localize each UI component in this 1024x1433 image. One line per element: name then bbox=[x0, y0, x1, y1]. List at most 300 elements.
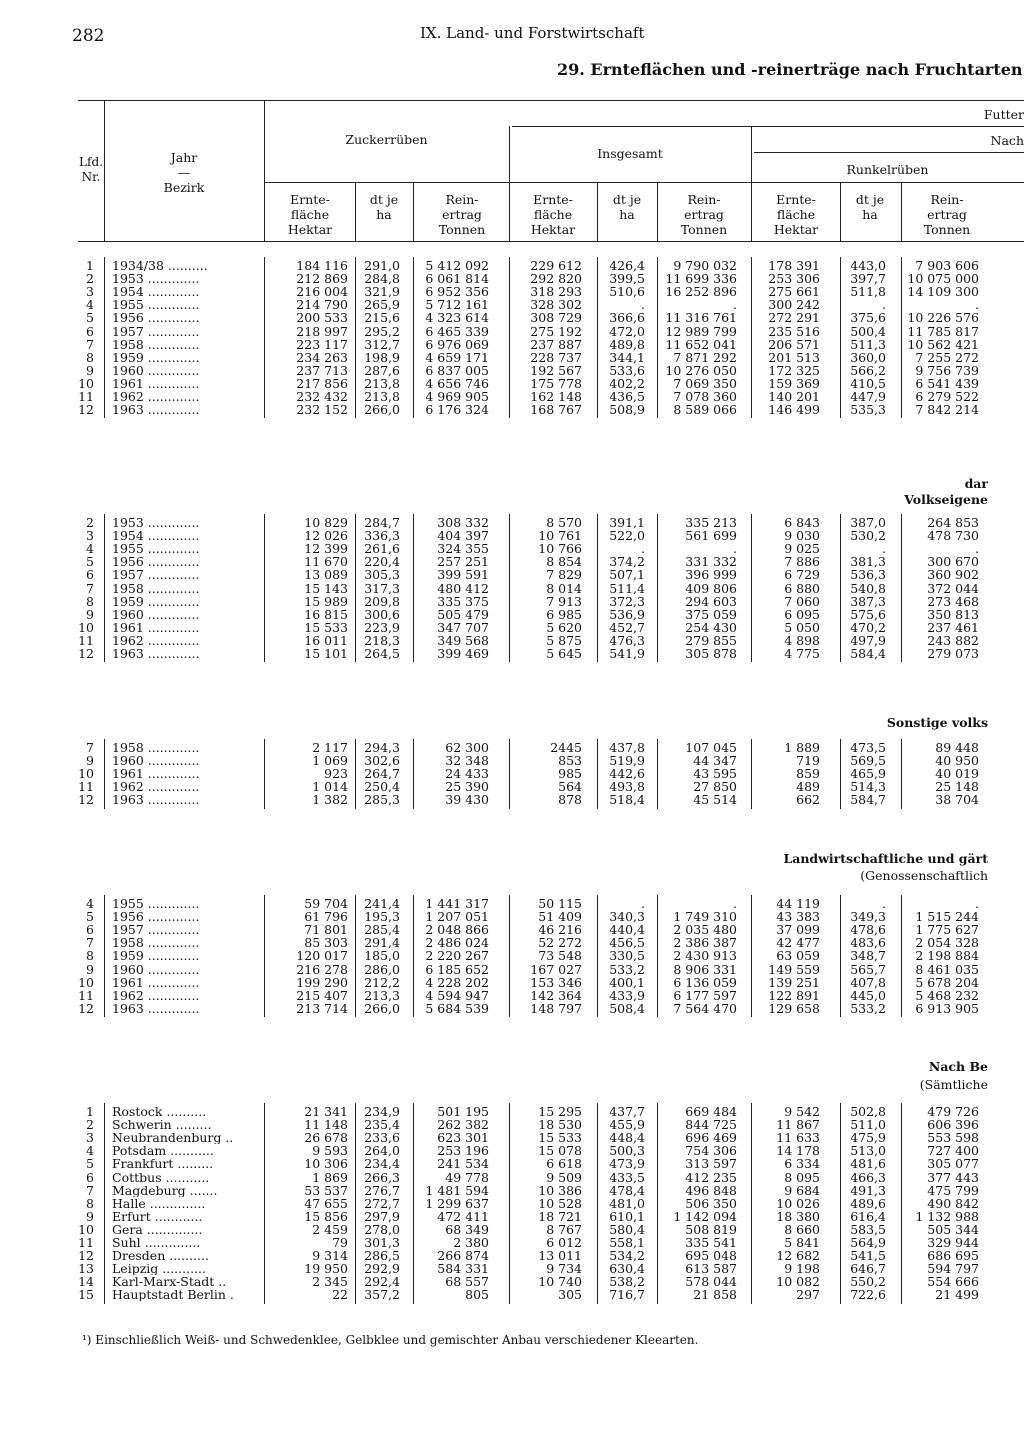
cell-zr-yield: 264,5 bbox=[364, 646, 400, 661]
cell-ins-yield: 400,1 bbox=[609, 974, 645, 990]
cell-zr-yield: 185,0 bbox=[364, 948, 400, 964]
cell-ins-area: 2445 bbox=[550, 740, 582, 755]
row-number: 7 bbox=[86, 935, 94, 951]
row-label: 1959 ............. bbox=[112, 594, 200, 608]
cell-rr-total: 478 730 bbox=[927, 528, 979, 544]
row-label: 1960 ............. bbox=[112, 363, 200, 377]
table-row bbox=[0, 923, 1024, 936]
cell-zr-area: 1 869 bbox=[312, 1169, 348, 1185]
row-number: 11 bbox=[78, 1235, 94, 1250]
cell-ins-area: 192 567 bbox=[530, 362, 582, 378]
cell-ins-yield: 344,1 bbox=[609, 349, 645, 365]
runkelrueben-header: Runkelrüben bbox=[846, 162, 929, 177]
cell-zr-area: 22 bbox=[332, 1287, 348, 1303]
cell-zr-total: 4 659 171 bbox=[425, 349, 489, 365]
table-row bbox=[0, 1171, 1024, 1184]
cell-zr-yield: 272,7 bbox=[364, 1195, 400, 1211]
table-row bbox=[0, 1275, 1024, 1288]
chapter-heading: IX. Land- und Forstwirtschaft bbox=[420, 24, 645, 42]
cell-ins-area: 10 386 bbox=[538, 1182, 582, 1198]
cell-rr-area: 6 880 bbox=[784, 580, 820, 596]
cell-ins-yield: 518,4 bbox=[609, 792, 645, 808]
cell-ins-area: 6 985 bbox=[546, 606, 582, 622]
cell-zr-yield: 295,2 bbox=[364, 323, 400, 339]
cell-zr-total: 335 375 bbox=[437, 593, 489, 609]
cell-rr-yield: 513,0 bbox=[850, 1143, 886, 1159]
cell-zr-yield: 276,7 bbox=[364, 1182, 400, 1198]
cell-ins-area: 10 761 bbox=[538, 528, 582, 544]
row-number: 7 bbox=[86, 580, 94, 596]
cell-rr-yield: 575,6 bbox=[850, 606, 886, 622]
cell-rr-total: 10 562 421 bbox=[907, 336, 979, 352]
cell-ins-area: 8 570 bbox=[546, 515, 582, 530]
cell-ins-total: 1 749 310 bbox=[673, 909, 737, 925]
cell-ins-area: 52 272 bbox=[538, 935, 582, 951]
row-label: 1960 ............. bbox=[112, 607, 200, 621]
row-label: 1954 ............. bbox=[112, 285, 200, 299]
cell-zr-total: 49 778 bbox=[445, 1169, 489, 1185]
cell-rr-yield: 646,7 bbox=[850, 1261, 886, 1277]
row-label: Erfurt ............ bbox=[112, 1209, 203, 1223]
cell-ins-area: 229 612 bbox=[530, 258, 582, 273]
cell-ins-area: 50 115 bbox=[538, 896, 582, 911]
cell-rr-area: 6 843 bbox=[784, 515, 820, 530]
cell-zr-total: 6 176 324 bbox=[425, 402, 489, 418]
cell-ins-area: 5 875 bbox=[546, 632, 582, 648]
cell-ins-total: 396 999 bbox=[685, 567, 737, 583]
table-row bbox=[0, 634, 1024, 647]
cell-rr-yield: . bbox=[882, 297, 886, 313]
cell-rr-area: 7 060 bbox=[784, 593, 820, 609]
row-number: 12 bbox=[78, 792, 94, 808]
cell-zr-area: 2 117 bbox=[312, 740, 348, 755]
cell-ins-yield: 426,4 bbox=[609, 258, 645, 273]
cell-zr-yield: 264,7 bbox=[364, 766, 400, 782]
cell-rr-area: 12 682 bbox=[776, 1248, 820, 1264]
cell-rr-yield: 445,0 bbox=[850, 987, 886, 1003]
cell-rr-yield: 360,0 bbox=[850, 349, 886, 365]
row-number: 3 bbox=[86, 1130, 94, 1146]
row-label: Dresden .......... bbox=[112, 1249, 209, 1263]
cell-ins-total: 10 276 050 bbox=[665, 362, 737, 378]
cell-rr-total: 372 044 bbox=[927, 580, 979, 596]
cell-zr-total: 4 594 947 bbox=[425, 987, 489, 1003]
cell-ins-yield: 533,2 bbox=[609, 961, 645, 977]
col-total-header: Rein- ertrag Tonnen bbox=[680, 192, 728, 237]
cell-rr-total: 553 598 bbox=[927, 1130, 979, 1146]
cell-zr-total: 472 411 bbox=[437, 1208, 489, 1224]
cell-ins-yield: 433,5 bbox=[609, 1169, 645, 1185]
cell-ins-total: 7 069 350 bbox=[673, 375, 737, 391]
group-rule bbox=[264, 182, 1024, 183]
row-label: 1954 ............. bbox=[112, 529, 200, 543]
cell-ins-total: . bbox=[733, 297, 737, 313]
cell-rr-area: 662 bbox=[796, 792, 820, 808]
cell-zr-area: 199 290 bbox=[296, 974, 348, 990]
row-number: 7 bbox=[86, 336, 94, 352]
cell-rr-area: 139 251 bbox=[768, 974, 820, 990]
col-area-header: Ernte- fläche Hektar bbox=[530, 192, 576, 237]
cell-rr-area: 9 542 bbox=[784, 1104, 820, 1119]
row-label: Frankfurt ......... bbox=[112, 1157, 214, 1171]
cell-rr-area: 149 559 bbox=[768, 961, 820, 977]
cell-ins-area: 237 887 bbox=[530, 336, 582, 352]
cell-zr-area: 71 801 bbox=[304, 922, 348, 938]
cell-ins-area: 5 645 bbox=[546, 646, 582, 661]
cell-zr-yield: 312,7 bbox=[364, 336, 400, 352]
cell-rr-total: 6 913 905 bbox=[915, 1000, 979, 1016]
cell-zr-area: 218 997 bbox=[296, 323, 348, 339]
cell-rr-total: 1 132 988 bbox=[915, 1208, 979, 1224]
cell-ins-area: 10 528 bbox=[538, 1195, 582, 1211]
cell-ins-area: 853 bbox=[558, 753, 582, 769]
row-label: 1961 ............. bbox=[112, 620, 200, 634]
row-number: 14 bbox=[78, 1274, 94, 1290]
cell-ins-total: 8 906 331 bbox=[673, 961, 737, 977]
cell-rr-yield: 375,6 bbox=[850, 310, 886, 326]
cell-zr-area: 47 655 bbox=[304, 1195, 348, 1211]
cell-ins-yield: 330,5 bbox=[609, 948, 645, 964]
cell-rr-area: 146 499 bbox=[768, 402, 820, 418]
cell-ins-area: 167 027 bbox=[530, 961, 582, 977]
futter-rule bbox=[512, 126, 1024, 127]
row-number: 9 bbox=[86, 961, 94, 977]
cell-rr-total: 490 842 bbox=[927, 1195, 979, 1211]
row-label: 1960 ............. bbox=[112, 754, 200, 768]
cell-ins-yield: 448,4 bbox=[609, 1130, 645, 1146]
cell-rr-area: 10 082 bbox=[776, 1274, 820, 1290]
cell-rr-yield: 473,5 bbox=[850, 740, 886, 755]
cell-zr-yield: 213,8 bbox=[364, 375, 400, 391]
cell-zr-area: 15 856 bbox=[304, 1208, 348, 1224]
cell-zr-area: 216 278 bbox=[296, 961, 348, 977]
zuckerrueben-header: Zuckerrüben bbox=[345, 132, 428, 147]
cell-rr-total: 594 797 bbox=[927, 1261, 979, 1277]
header-divider bbox=[413, 182, 414, 241]
cell-zr-total: 2 486 024 bbox=[425, 935, 489, 951]
cell-ins-area: 8 767 bbox=[546, 1221, 582, 1237]
col-yield-header: dt je ha bbox=[369, 192, 399, 222]
row-label: Halle .............. bbox=[112, 1196, 206, 1210]
cell-rr-area: 201 513 bbox=[768, 349, 820, 365]
cell-rr-area: 9 684 bbox=[784, 1182, 820, 1198]
table-row bbox=[0, 647, 1024, 660]
row-label: 1962 ............. bbox=[112, 633, 200, 647]
row-number: 10 bbox=[78, 1221, 94, 1237]
cell-ins-total: 2 430 913 bbox=[673, 948, 737, 964]
cell-zr-total: 2 380 bbox=[453, 1235, 489, 1250]
cell-rr-total: 554 666 bbox=[927, 1274, 979, 1290]
row-label: 1963 ............. bbox=[112, 403, 200, 417]
cell-zr-yield: 286,0 bbox=[364, 961, 400, 977]
cell-ins-total: 27 850 bbox=[693, 779, 737, 795]
cell-rr-total: 40 019 bbox=[935, 766, 979, 782]
cell-rr-area: 859 bbox=[796, 766, 820, 782]
cell-rr-yield: 564,9 bbox=[850, 1235, 886, 1250]
cell-rr-yield: 511,3 bbox=[850, 336, 886, 352]
cell-zr-total: 404 397 bbox=[437, 528, 489, 544]
table-row bbox=[0, 963, 1024, 976]
header-divider bbox=[597, 182, 598, 241]
cell-ins-yield: 442,6 bbox=[609, 766, 645, 782]
cell-rr-total: 273 468 bbox=[927, 593, 979, 609]
table-row bbox=[0, 272, 1024, 285]
cell-zr-yield: 212,2 bbox=[364, 974, 400, 990]
row-number: 8 bbox=[86, 593, 94, 609]
row-number: 1 bbox=[86, 1104, 94, 1119]
cell-ins-area: 292 820 bbox=[530, 271, 582, 287]
cell-ins-yield: 533,6 bbox=[609, 362, 645, 378]
table-row bbox=[0, 621, 1024, 634]
cell-zr-area: 10 829 bbox=[304, 515, 348, 530]
cell-rr-yield: 349,3 bbox=[850, 909, 886, 925]
cell-ins-total: 43 595 bbox=[693, 766, 737, 782]
cell-zr-area: 214 790 bbox=[296, 297, 348, 313]
row-number: 8 bbox=[86, 349, 94, 365]
cell-ins-area: 148 797 bbox=[530, 1000, 582, 1016]
row-number: 6 bbox=[86, 922, 94, 938]
row-number: 12 bbox=[78, 1248, 94, 1264]
row-number: 4 bbox=[86, 896, 94, 911]
cell-zr-yield: 266,0 bbox=[364, 1000, 400, 1016]
cell-ins-total: 313 597 bbox=[685, 1156, 737, 1172]
cell-ins-total: 107 045 bbox=[685, 740, 737, 755]
cell-ins-total: 11 699 336 bbox=[665, 271, 737, 287]
cell-rr-area: 5 841 bbox=[784, 1235, 820, 1250]
nach-header: Nach bbox=[990, 133, 1024, 148]
cell-zr-area: 12 399 bbox=[304, 541, 348, 557]
cell-ins-total: 844 725 bbox=[685, 1117, 737, 1133]
cell-ins-total: 409 806 bbox=[685, 580, 737, 596]
cell-ins-area: 318 293 bbox=[530, 284, 582, 300]
cell-zr-yield: 305,3 bbox=[364, 567, 400, 583]
cell-ins-total: 305 878 bbox=[685, 646, 737, 661]
cell-ins-total: 11 316 761 bbox=[665, 310, 737, 326]
cell-ins-total: 7 564 470 bbox=[673, 1000, 737, 1016]
cell-zr-area: 237 713 bbox=[296, 362, 348, 378]
cell-rr-yield: 497,9 bbox=[850, 632, 886, 648]
row-number: 5 bbox=[86, 909, 94, 925]
cell-zr-area: 53 537 bbox=[304, 1182, 348, 1198]
cell-rr-area: 18 380 bbox=[776, 1208, 820, 1224]
cell-rr-yield: 566,2 bbox=[850, 362, 886, 378]
cell-ins-total: 335 541 bbox=[685, 1235, 737, 1250]
table-row bbox=[0, 936, 1024, 949]
cell-rr-total: 11 785 817 bbox=[907, 323, 979, 339]
cell-zr-total: 257 251 bbox=[437, 554, 489, 570]
cell-zr-yield: 292,9 bbox=[364, 1261, 400, 1277]
cell-rr-yield: 478,6 bbox=[850, 922, 886, 938]
cell-rr-total: 505 344 bbox=[927, 1221, 979, 1237]
cell-ins-yield: 440,4 bbox=[609, 922, 645, 938]
cell-rr-area: 272 291 bbox=[768, 310, 820, 326]
cell-ins-total: . bbox=[733, 896, 737, 911]
section-subtitle: (Genossenschaftlich bbox=[860, 868, 988, 883]
row-number: 4 bbox=[86, 297, 94, 313]
cell-rr-yield: 565,7 bbox=[850, 961, 886, 977]
cell-rr-total: 14 109 300 bbox=[907, 284, 979, 300]
cell-ins-total: 44 347 bbox=[693, 753, 737, 769]
cell-rr-area: 159 369 bbox=[768, 375, 820, 391]
cell-ins-yield: 472,0 bbox=[609, 323, 645, 339]
row-number: 11 bbox=[78, 987, 94, 1003]
cell-ins-total: 331 332 bbox=[685, 554, 737, 570]
cell-rr-area: 6 334 bbox=[784, 1156, 820, 1172]
cell-ins-total: 279 855 bbox=[685, 632, 737, 648]
cell-ins-yield: . bbox=[641, 297, 645, 313]
row-label: Karl-Marx-Stadt .. bbox=[112, 1275, 227, 1289]
row-number: 7 bbox=[86, 740, 94, 755]
cell-ins-yield: 481,0 bbox=[609, 1195, 645, 1211]
cell-rr-area: 235 516 bbox=[768, 323, 820, 339]
cell-ins-yield: 558,1 bbox=[609, 1235, 645, 1250]
cell-zr-area: 16 815 bbox=[304, 606, 348, 622]
cell-ins-total: 496 848 bbox=[685, 1182, 737, 1198]
cell-ins-area: 18 721 bbox=[538, 1208, 582, 1224]
cell-zr-yield: 223,9 bbox=[364, 619, 400, 635]
cell-ins-yield: 610,1 bbox=[609, 1208, 645, 1224]
cell-ins-total: . bbox=[733, 541, 737, 557]
cell-ins-total: 6 177 597 bbox=[673, 987, 737, 1003]
cell-zr-yield: 215,6 bbox=[364, 310, 400, 326]
cell-rr-yield: 348,7 bbox=[850, 948, 886, 964]
cell-zr-total: 6 465 339 bbox=[425, 323, 489, 339]
cell-ins-area: 7 829 bbox=[546, 567, 582, 583]
cell-ins-total: 9 790 032 bbox=[673, 258, 737, 273]
cell-rr-yield: 500,4 bbox=[850, 323, 886, 339]
row-number: 12 bbox=[78, 646, 94, 661]
cell-zr-yield: 284,8 bbox=[364, 271, 400, 287]
cell-rr-area: 489 bbox=[796, 779, 820, 795]
cell-rr-area: 140 201 bbox=[768, 389, 820, 404]
cell-rr-yield: 491,3 bbox=[850, 1182, 886, 1198]
cell-rr-yield: 443,0 bbox=[850, 258, 886, 273]
row-number: 9 bbox=[86, 1208, 94, 1224]
table-row bbox=[0, 1184, 1024, 1197]
cell-rr-total: 300 670 bbox=[927, 554, 979, 570]
row-label: Neubrandenburg .. bbox=[112, 1131, 234, 1145]
cell-rr-area: 5 050 bbox=[784, 619, 820, 635]
cell-rr-total: 606 396 bbox=[927, 1117, 979, 1133]
row-label: Rostock .......... bbox=[112, 1105, 207, 1118]
cell-rr-yield: 475,9 bbox=[850, 1130, 886, 1146]
cell-ins-yield: 433,9 bbox=[609, 987, 645, 1003]
cell-rr-area: 206 571 bbox=[768, 336, 820, 352]
row-label: 1963 ............. bbox=[112, 793, 200, 807]
cell-rr-area: 37 099 bbox=[776, 922, 820, 938]
cell-ins-area: 15 533 bbox=[538, 1130, 582, 1146]
cell-zr-total: 324 355 bbox=[437, 541, 489, 557]
cell-rr-area: 42 477 bbox=[776, 935, 820, 951]
row-label: Schwerin ......... bbox=[112, 1118, 212, 1132]
row-label: 1953 ............. bbox=[112, 272, 200, 286]
cell-zr-yield: 250,4 bbox=[364, 779, 400, 795]
cell-rr-yield: 536,3 bbox=[850, 567, 886, 583]
table-row bbox=[0, 780, 1024, 793]
cell-zr-total: 39 430 bbox=[445, 792, 489, 808]
table-row bbox=[0, 1223, 1024, 1236]
cell-zr-area: 11 148 bbox=[304, 1117, 348, 1133]
cell-zr-yield: 198,9 bbox=[364, 349, 400, 365]
cell-ins-yield: 508,9 bbox=[609, 402, 645, 418]
cell-rr-yield: 541,5 bbox=[850, 1248, 886, 1264]
cell-zr-yield: 241,4 bbox=[364, 896, 400, 911]
cell-ins-area: 18 530 bbox=[538, 1117, 582, 1133]
cell-zr-area: 9 593 bbox=[312, 1143, 348, 1159]
cell-zr-total: 4 323 614 bbox=[425, 310, 489, 326]
table-row bbox=[0, 1210, 1024, 1223]
cell-rr-total: 264 853 bbox=[927, 515, 979, 530]
cell-ins-total: 254 430 bbox=[685, 619, 737, 635]
row-label: 1963 ............. bbox=[112, 647, 200, 660]
table-row bbox=[0, 325, 1024, 338]
header-bottom-rule bbox=[78, 241, 1024, 242]
cell-rr-yield: 584,7 bbox=[850, 792, 886, 808]
cell-ins-total: 8 589 066 bbox=[673, 402, 737, 418]
cell-ins-total: 508 819 bbox=[685, 1221, 737, 1237]
row-number: 6 bbox=[86, 1169, 94, 1185]
row-number: 6 bbox=[86, 323, 94, 339]
cell-rr-yield: 466,3 bbox=[850, 1169, 886, 1185]
row-number: 3 bbox=[86, 284, 94, 300]
cell-ins-yield: . bbox=[641, 896, 645, 911]
cell-ins-yield: 507,1 bbox=[609, 567, 645, 583]
cell-ins-yield: 541,9 bbox=[609, 646, 645, 661]
cell-zr-total: 805 bbox=[465, 1287, 489, 1303]
row-label: 1956 ............. bbox=[112, 311, 200, 325]
cell-zr-total: 241 534 bbox=[437, 1156, 489, 1172]
cell-rr-yield: 514,3 bbox=[850, 779, 886, 795]
cell-ins-area: 46 216 bbox=[538, 922, 582, 938]
cell-zr-yield: 357,2 bbox=[364, 1287, 400, 1303]
jahr-dash: — bbox=[177, 165, 191, 180]
cell-ins-area: 305 bbox=[558, 1287, 582, 1303]
cell-zr-area: 120 017 bbox=[296, 948, 348, 964]
row-label: 1959 ............. bbox=[112, 350, 200, 364]
cell-ins-yield: 366,6 bbox=[609, 310, 645, 326]
cell-rr-total: 10 075 000 bbox=[907, 271, 979, 287]
cell-ins-area: 8 014 bbox=[546, 580, 582, 596]
table-row bbox=[0, 364, 1024, 377]
cell-zr-total: 399 469 bbox=[437, 646, 489, 661]
cell-rr-yield: 569,5 bbox=[850, 753, 886, 769]
row-label: 1955 ............. bbox=[112, 542, 200, 556]
cell-ins-yield: . bbox=[641, 541, 645, 557]
cell-zr-yield: 220,4 bbox=[364, 554, 400, 570]
cell-zr-area: 85 303 bbox=[304, 935, 348, 951]
header-divider bbox=[657, 182, 658, 241]
cell-rr-area: 1 889 bbox=[784, 740, 820, 755]
col-total-header: Rein- ertrag Tonnen bbox=[438, 192, 486, 237]
cell-rr-yield: . bbox=[882, 896, 886, 911]
cell-ins-yield: 522,0 bbox=[609, 528, 645, 544]
table-row bbox=[0, 608, 1024, 621]
cell-rr-yield: 483,6 bbox=[850, 935, 886, 951]
cell-ins-area: 175 778 bbox=[530, 375, 582, 391]
cell-zr-total: 6 185 652 bbox=[425, 961, 489, 977]
cell-zr-total: 6 952 356 bbox=[425, 284, 489, 300]
row-label: Leipzig ........... bbox=[112, 1262, 206, 1276]
header-divider bbox=[901, 182, 902, 241]
nach-rule bbox=[754, 152, 1024, 153]
cell-rr-total: 305 077 bbox=[927, 1156, 979, 1172]
cell-rr-total: 479 726 bbox=[927, 1104, 979, 1119]
table-row bbox=[0, 1002, 1024, 1015]
table-row bbox=[0, 910, 1024, 923]
cell-zr-yield: 292,4 bbox=[364, 1274, 400, 1290]
table-row bbox=[0, 377, 1024, 390]
header-divider bbox=[751, 126, 752, 241]
